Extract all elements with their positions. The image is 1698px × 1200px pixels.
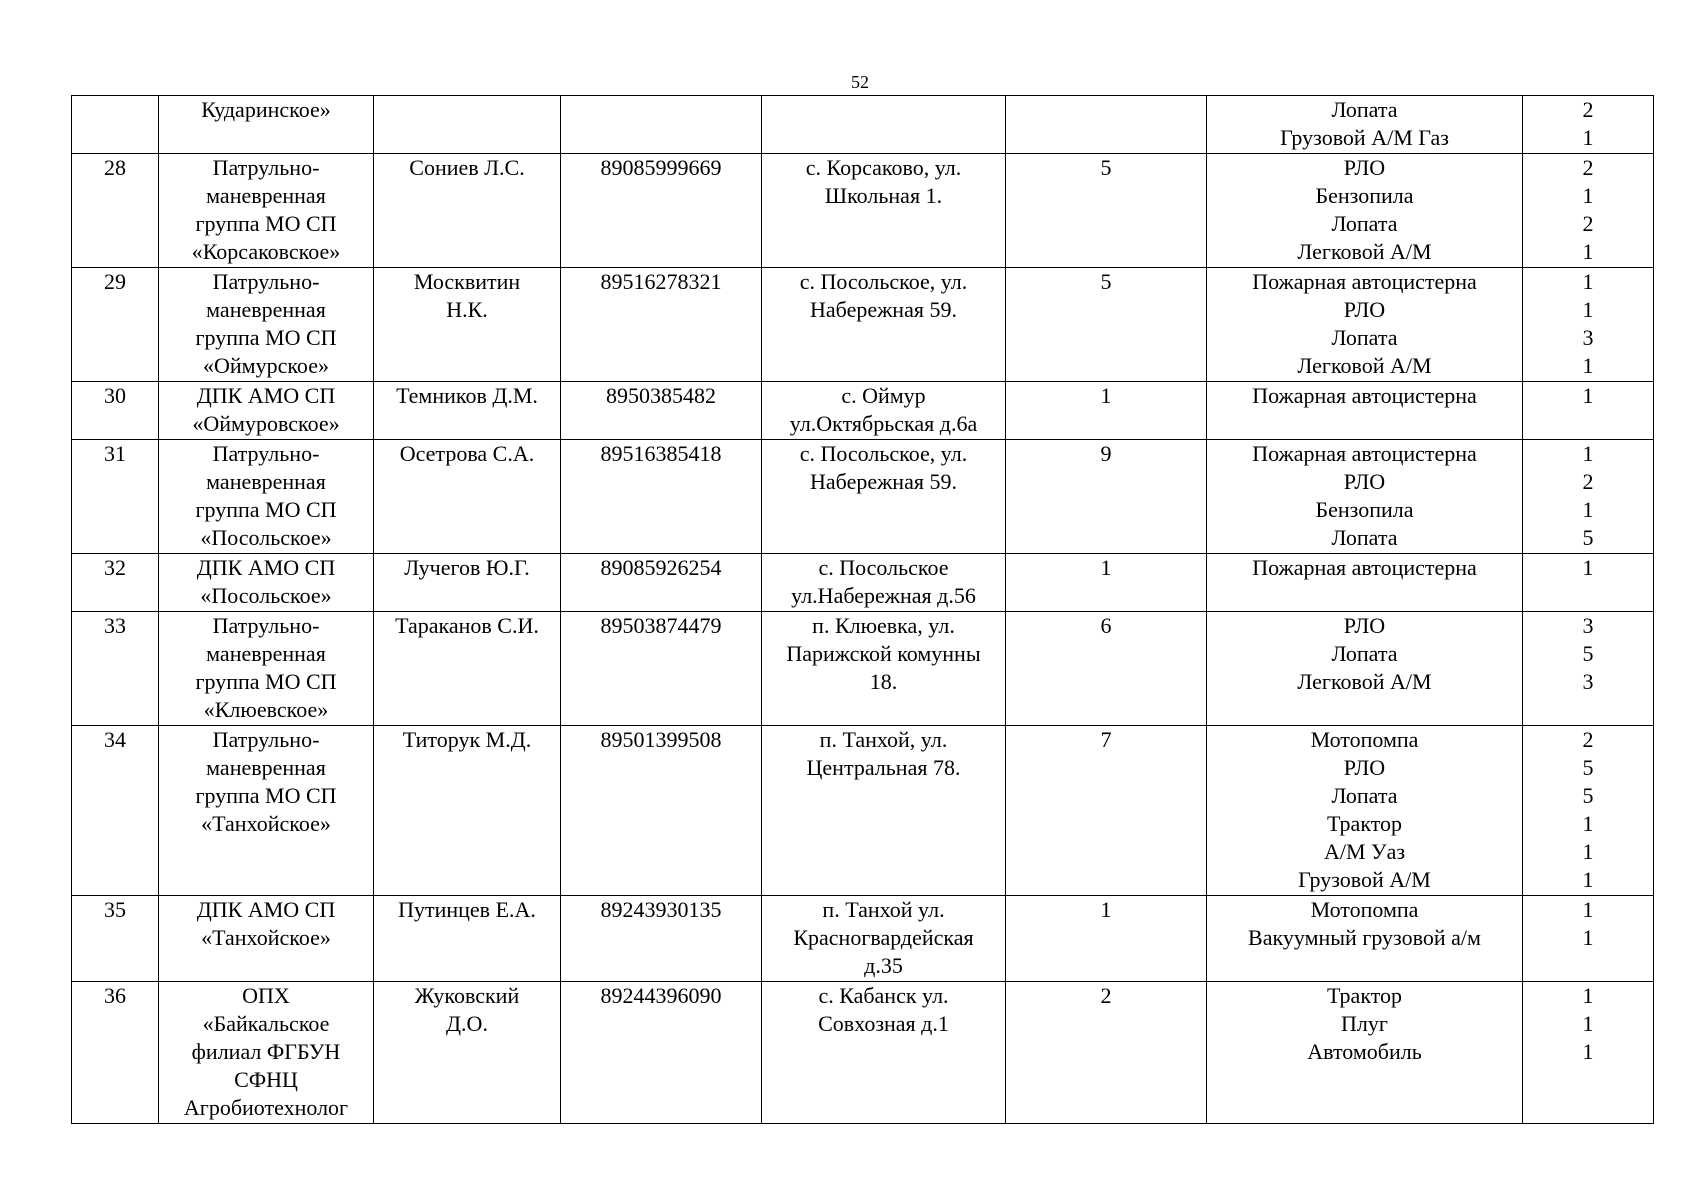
cell-organization-line: «Оймурское» bbox=[203, 353, 329, 378]
cell-equipment-line: Бензопила bbox=[1315, 183, 1414, 208]
cell-organization-line: Патрульно- bbox=[212, 727, 320, 752]
cell-address-line: ул.Набережная д.56 bbox=[791, 583, 976, 608]
cell-quantity-line: 2 bbox=[1582, 155, 1594, 180]
cell-responsible-person-line: Сониев Л.С. bbox=[409, 155, 525, 180]
cell-quantity-line: 1 bbox=[1582, 867, 1594, 892]
cell-address-line: Центральная 78. bbox=[806, 755, 961, 780]
cell-quantity-line: 5 bbox=[1582, 783, 1594, 808]
cell-number bbox=[72, 440, 159, 554]
cell-address bbox=[762, 440, 1006, 554]
cell-phone-value: 89243930135 bbox=[600, 897, 722, 922]
cell-address-line: с. Посольское bbox=[818, 555, 949, 580]
cell-quantity bbox=[1523, 726, 1654, 896]
cell-responsible-person bbox=[374, 612, 561, 726]
cell-organization-line: маневренная bbox=[206, 755, 326, 780]
cell-personnel-count-value: 5 bbox=[1100, 155, 1112, 180]
cell-organization-line: группа МО СП bbox=[195, 325, 337, 350]
cell-responsible-person bbox=[374, 154, 561, 268]
cell-phone-value: 89244396090 bbox=[600, 983, 722, 1008]
cell-quantity-line: 3 bbox=[1582, 669, 1594, 694]
table-row bbox=[72, 896, 1654, 982]
cell-equipment bbox=[1207, 896, 1523, 982]
cell-number bbox=[72, 726, 159, 896]
cell-number bbox=[72, 382, 159, 440]
cell-organization-line: группа МО СП bbox=[195, 497, 337, 522]
cell-equipment-line: РЛО bbox=[1343, 755, 1386, 780]
cell-equipment-line: Грузовой А/М bbox=[1298, 867, 1431, 892]
cell-equipment bbox=[1207, 612, 1523, 726]
cell-personnel-count bbox=[1006, 440, 1207, 554]
cell-number bbox=[72, 154, 159, 268]
cell-organization-line: ОПХ bbox=[242, 983, 290, 1008]
cell-address-line: Совхозная д.1 bbox=[818, 1011, 949, 1036]
cell-address-line: п. Танхой ул. bbox=[822, 897, 945, 922]
cell-number bbox=[72, 268, 159, 382]
cell-organization-line: маневренная bbox=[206, 297, 326, 322]
cell-personnel-count-value: 7 bbox=[1100, 727, 1112, 752]
cell-number bbox=[72, 554, 159, 612]
cell-personnel-count-value: 9 bbox=[1100, 441, 1112, 466]
cell-equipment-line: Пожарная автоцистерна bbox=[1252, 383, 1477, 408]
cell-equipment-line: Вакуумный грузовой а/м bbox=[1248, 925, 1481, 950]
cell-equipment-line: Бензопила bbox=[1315, 497, 1414, 522]
page-number: 52 bbox=[851, 72, 869, 92]
cell-responsible-person-line: Темников Д.М. bbox=[396, 383, 538, 408]
cell-address-line: д.35 bbox=[864, 953, 903, 978]
cell-phone bbox=[561, 982, 762, 1124]
cell-number bbox=[72, 612, 159, 726]
cell-phone bbox=[561, 896, 762, 982]
cell-phone bbox=[561, 382, 762, 440]
cell-address bbox=[762, 554, 1006, 612]
cell-organization bbox=[159, 612, 374, 726]
cell-personnel-count-value: 6 bbox=[1100, 613, 1112, 638]
cell-organization-line: Патрульно- bbox=[212, 155, 320, 180]
cell-address bbox=[762, 382, 1006, 440]
cell-organization bbox=[159, 154, 374, 268]
cell-number bbox=[72, 896, 159, 982]
cell-organization-line: Патрульно- bbox=[212, 613, 320, 638]
cell-quantity-line: 1 bbox=[1582, 983, 1594, 1008]
cell-organization-line: «Танхойское» bbox=[201, 811, 331, 836]
cell-quantity-line: 1 bbox=[1582, 183, 1594, 208]
cell-organization-line: «Корсаковское» bbox=[191, 239, 341, 264]
cell-organization bbox=[159, 382, 374, 440]
cell-address-line: п. Танхой, ул. bbox=[819, 727, 948, 752]
cell-personnel-count bbox=[1006, 896, 1207, 982]
cell-organization-line: маневренная bbox=[206, 469, 326, 494]
equipment-table bbox=[71, 95, 1654, 1124]
cell-organization-line: «Байкальское bbox=[202, 1011, 330, 1036]
cell-personnel-count bbox=[1006, 726, 1207, 896]
cell-organization-line: «Клюевское» bbox=[203, 697, 329, 722]
cell-organization bbox=[159, 896, 374, 982]
cell-quantity-line: 1 bbox=[1582, 497, 1594, 522]
cell-equipment-line: Лопата bbox=[1331, 641, 1398, 666]
cell-equipment-line: РЛО bbox=[1343, 155, 1386, 180]
cell-organization bbox=[159, 440, 374, 554]
cell-address bbox=[762, 726, 1006, 896]
cell-responsible-person bbox=[374, 554, 561, 612]
cell-address-line: 18. bbox=[869, 669, 898, 694]
cell-organization-line: Патрульно- bbox=[212, 269, 320, 294]
cell-phone-value: 89501399508 bbox=[600, 727, 722, 752]
cell-equipment bbox=[1207, 382, 1523, 440]
cell-organization-line: «Посольское» bbox=[200, 525, 332, 550]
cell-personnel-count bbox=[1006, 154, 1207, 268]
cell-organization-line: группа МО СП bbox=[195, 211, 337, 236]
cell-organization-line: группа МО СП bbox=[195, 669, 337, 694]
cell-organization-line: «Танхойское» bbox=[201, 925, 331, 950]
cell-organization-line: ДПК АМО СП bbox=[196, 555, 336, 580]
cell-phone-value: 89085999669 bbox=[600, 155, 722, 180]
cell-organization-line: «Оймуровское» bbox=[192, 411, 340, 436]
cell-responsible-person bbox=[374, 896, 561, 982]
cell-address-line: Красногвардейская bbox=[793, 925, 974, 950]
cell-equipment-line: Лопата bbox=[1331, 97, 1398, 122]
cell-quantity bbox=[1523, 554, 1654, 612]
cell-responsible-person-line: Лучегов Ю.Г. bbox=[404, 555, 530, 580]
cell-organization-line: Кударинское» bbox=[201, 97, 331, 122]
cell-address-line: Школьная 1. bbox=[824, 183, 943, 208]
cell-quantity-line: 3 bbox=[1582, 325, 1594, 350]
cell-address bbox=[762, 612, 1006, 726]
cell-quantity bbox=[1523, 982, 1654, 1124]
cell-phone bbox=[561, 726, 762, 896]
cell-address-line: с. Посольское, ул. bbox=[799, 269, 968, 294]
cell-address bbox=[762, 268, 1006, 382]
cell-responsible-person bbox=[374, 382, 561, 440]
cell-quantity-line: 1 bbox=[1582, 383, 1594, 408]
cell-quantity-line: 1 bbox=[1582, 839, 1594, 864]
cell-phone bbox=[561, 440, 762, 554]
cell-personnel-count bbox=[1006, 382, 1207, 440]
cell-personnel-count-value: 1 bbox=[1100, 897, 1112, 922]
cell-quantity bbox=[1523, 96, 1654, 154]
cell-equipment-line: А/М Уаз bbox=[1323, 839, 1406, 864]
cell-quantity-line: 2 bbox=[1582, 727, 1594, 752]
table-row bbox=[72, 554, 1654, 612]
cell-organization bbox=[159, 726, 374, 896]
cell-equipment-line: Легковой А/М bbox=[1297, 353, 1432, 378]
cell-quantity-line: 1 bbox=[1582, 441, 1594, 466]
cell-number-value: 32 bbox=[104, 555, 126, 580]
cell-address-line: с. Кабанск ул. bbox=[818, 983, 949, 1008]
table-row bbox=[72, 154, 1654, 268]
cell-personnel-count-value: 5 bbox=[1100, 269, 1112, 294]
cell-equipment bbox=[1207, 440, 1523, 554]
cell-personnel-count bbox=[1006, 612, 1207, 726]
cell-address bbox=[762, 896, 1006, 982]
cell-quantity-line: 2 bbox=[1582, 469, 1594, 494]
cell-responsible-person-line: Н.К. bbox=[446, 297, 488, 322]
cell-number-value: 29 bbox=[104, 269, 126, 294]
cell-quantity-line: 1 bbox=[1582, 297, 1594, 322]
cell-number-value: 33 bbox=[104, 613, 126, 638]
cell-address-line: ул.Октябрьская д.6а bbox=[789, 411, 978, 436]
cell-address bbox=[762, 982, 1006, 1124]
cell-equipment-line: Трактор bbox=[1326, 811, 1403, 836]
cell-equipment-line: Лопата bbox=[1331, 325, 1398, 350]
cell-address-line: с. Посольское, ул. bbox=[799, 441, 968, 466]
table-body bbox=[72, 96, 1654, 1124]
cell-phone-value: 89085926254 bbox=[600, 555, 722, 580]
cell-responsible-person bbox=[374, 726, 561, 896]
cell-personnel-count-value bbox=[1008, 96, 1204, 124]
cell-phone-value: 89516278321 bbox=[600, 269, 722, 294]
cell-equipment-line: РЛО bbox=[1343, 613, 1386, 638]
cell-equipment bbox=[1207, 268, 1523, 382]
table-row bbox=[72, 382, 1654, 440]
cell-address-line: с. Оймур bbox=[841, 383, 926, 408]
cell-equipment-line: РЛО bbox=[1343, 469, 1386, 494]
cell-quantity-line: 5 bbox=[1582, 525, 1594, 550]
cell-number-value: 30 bbox=[104, 383, 126, 408]
cell-responsible-person-line: Д.О. bbox=[446, 1011, 488, 1036]
cell-personnel-count bbox=[1006, 268, 1207, 382]
cell-phone-value: 89516385418 bbox=[600, 441, 722, 466]
cell-quantity-line: 1 bbox=[1582, 239, 1594, 264]
cell-phone-value: 89503874479 bbox=[600, 613, 722, 638]
cell-equipment-line: Легковой А/М bbox=[1297, 239, 1432, 264]
cell-number-value: 34 bbox=[104, 727, 126, 752]
cell-phone bbox=[561, 612, 762, 726]
cell-number-value: 31 bbox=[104, 441, 126, 466]
cell-responsible-person bbox=[374, 96, 561, 154]
cell-equipment-line: Грузовой А/М Газ bbox=[1280, 125, 1449, 150]
cell-equipment bbox=[1207, 154, 1523, 268]
cell-organization bbox=[159, 268, 374, 382]
cell-quantity bbox=[1523, 440, 1654, 554]
cell-equipment-line: Лопата bbox=[1331, 211, 1398, 236]
cell-address-line: Набережная 59. bbox=[810, 297, 957, 322]
cell-organization-line: маневренная bbox=[206, 183, 326, 208]
cell-phone-value: 8950385482 bbox=[606, 383, 716, 408]
cell-organization-line: Патрульно- bbox=[212, 441, 320, 466]
cell-quantity bbox=[1523, 382, 1654, 440]
cell-quantity-line: 3 bbox=[1582, 613, 1594, 638]
cell-number bbox=[72, 982, 159, 1124]
cell-organization-line: ДПК АМО СП bbox=[196, 383, 336, 408]
cell-equipment bbox=[1207, 554, 1523, 612]
cell-organization-line: СФНЦ bbox=[234, 1067, 298, 1092]
table-row bbox=[72, 982, 1654, 1124]
cell-address bbox=[762, 154, 1006, 268]
cell-organization-line: маневренная bbox=[206, 641, 326, 666]
cell-quantity-line: 2 bbox=[1582, 211, 1594, 236]
cell-quantity bbox=[1523, 154, 1654, 268]
cell-responsible-person-line: Титорук М.Д. bbox=[402, 727, 532, 752]
cell-number-value bbox=[74, 96, 156, 124]
cell-address-line: п. Клюевка, ул. bbox=[812, 613, 955, 638]
cell-quantity-line: 1 bbox=[1582, 555, 1594, 580]
cell-responsible-person-line: Путинцев Е.А. bbox=[398, 897, 536, 922]
cell-organization-line: «Посольское» bbox=[200, 583, 332, 608]
cell-quantity-line: 2 bbox=[1582, 97, 1594, 122]
cell-equipment-line: Пожарная автоцистерна bbox=[1252, 441, 1477, 466]
cell-number-value: 28 bbox=[104, 155, 126, 180]
cell-responsible-person bbox=[374, 440, 561, 554]
cell-phone bbox=[561, 554, 762, 612]
cell-personnel-count-value: 1 bbox=[1100, 383, 1112, 408]
cell-responsible-person bbox=[374, 982, 561, 1124]
cell-equipment-line: Мотопомпа bbox=[1310, 727, 1419, 752]
cell-equipment-line: Легковой А/М bbox=[1297, 669, 1432, 694]
cell-quantity bbox=[1523, 268, 1654, 382]
cell-personnel-count bbox=[1006, 554, 1207, 612]
cell-quantity-line: 1 bbox=[1582, 897, 1594, 922]
cell-equipment bbox=[1207, 726, 1523, 896]
cell-quantity-line: 1 bbox=[1582, 811, 1594, 836]
cell-organization-line: ДПК АМО СП bbox=[196, 897, 336, 922]
cell-quantity bbox=[1523, 896, 1654, 982]
cell-equipment bbox=[1207, 982, 1523, 1124]
cell-quantity-line: 5 bbox=[1582, 755, 1594, 780]
cell-phone-value bbox=[563, 96, 759, 124]
cell-organization bbox=[159, 982, 374, 1124]
cell-responsible-person-line: Осетрова С.А. bbox=[399, 441, 535, 466]
cell-equipment bbox=[1207, 96, 1523, 154]
cell-equipment-line: Пожарная автоцистерна bbox=[1252, 269, 1477, 294]
table-row bbox=[72, 612, 1654, 726]
cell-responsible-person-line: Москвитин bbox=[413, 269, 521, 294]
cell-equipment-line: Трактор bbox=[1326, 983, 1403, 1008]
cell-personnel-count bbox=[1006, 96, 1207, 154]
cell-equipment-line: Лопата bbox=[1331, 525, 1398, 550]
cell-organization-line: Агробиотехнолог bbox=[183, 1095, 349, 1120]
cell-phone bbox=[561, 154, 762, 268]
cell-quantity-line: 1 bbox=[1582, 1039, 1594, 1064]
cell-number bbox=[72, 96, 159, 154]
cell-organization-line: филиал ФГБУН bbox=[191, 1039, 341, 1064]
cell-phone bbox=[561, 268, 762, 382]
cell-equipment-line: Лопата bbox=[1331, 783, 1398, 808]
cell-quantity bbox=[1523, 612, 1654, 726]
cell-quantity-line: 1 bbox=[1582, 353, 1594, 378]
cell-responsible-person-line: Тараканов С.И. bbox=[395, 613, 539, 638]
cell-organization bbox=[159, 554, 374, 612]
cell-number-value: 35 bbox=[104, 897, 126, 922]
cell-equipment-line: Автомобиль bbox=[1307, 1039, 1422, 1064]
cell-equipment-line: РЛО bbox=[1343, 297, 1386, 322]
cell-personnel-count bbox=[1006, 982, 1207, 1124]
cell-personnel-count-value: 2 bbox=[1100, 983, 1112, 1008]
cell-phone bbox=[561, 96, 762, 154]
cell-equipment-line: Плуг bbox=[1341, 1011, 1388, 1036]
cell-organization bbox=[159, 96, 374, 154]
cell-quantity-line: 1 bbox=[1582, 269, 1594, 294]
cell-quantity-line: 1 bbox=[1582, 1011, 1594, 1036]
cell-quantity-line: 5 bbox=[1582, 641, 1594, 666]
table-row bbox=[72, 440, 1654, 554]
cell-quantity-line: 1 bbox=[1582, 125, 1594, 150]
cell-equipment-line: Пожарная автоцистерна bbox=[1252, 555, 1477, 580]
cell-address-line: с. Корсаково, ул. bbox=[805, 155, 962, 180]
cell-address bbox=[762, 96, 1006, 154]
cell-address-line: Набережная 59. bbox=[810, 469, 957, 494]
table-row bbox=[72, 268, 1654, 382]
cell-personnel-count-value: 1 bbox=[1100, 555, 1112, 580]
cell-organization-line: группа МО СП bbox=[195, 783, 337, 808]
cell-responsible-person bbox=[374, 268, 561, 382]
table-row bbox=[72, 96, 1654, 154]
cell-quantity-line: 1 bbox=[1582, 925, 1594, 950]
cell-number-value: 36 bbox=[104, 983, 126, 1008]
table-row bbox=[72, 726, 1654, 896]
cell-equipment-line: Мотопомпа bbox=[1310, 897, 1419, 922]
cell-address-line: Парижской комунны bbox=[786, 641, 981, 666]
cell-responsible-person-line: Жуковский bbox=[414, 983, 520, 1008]
